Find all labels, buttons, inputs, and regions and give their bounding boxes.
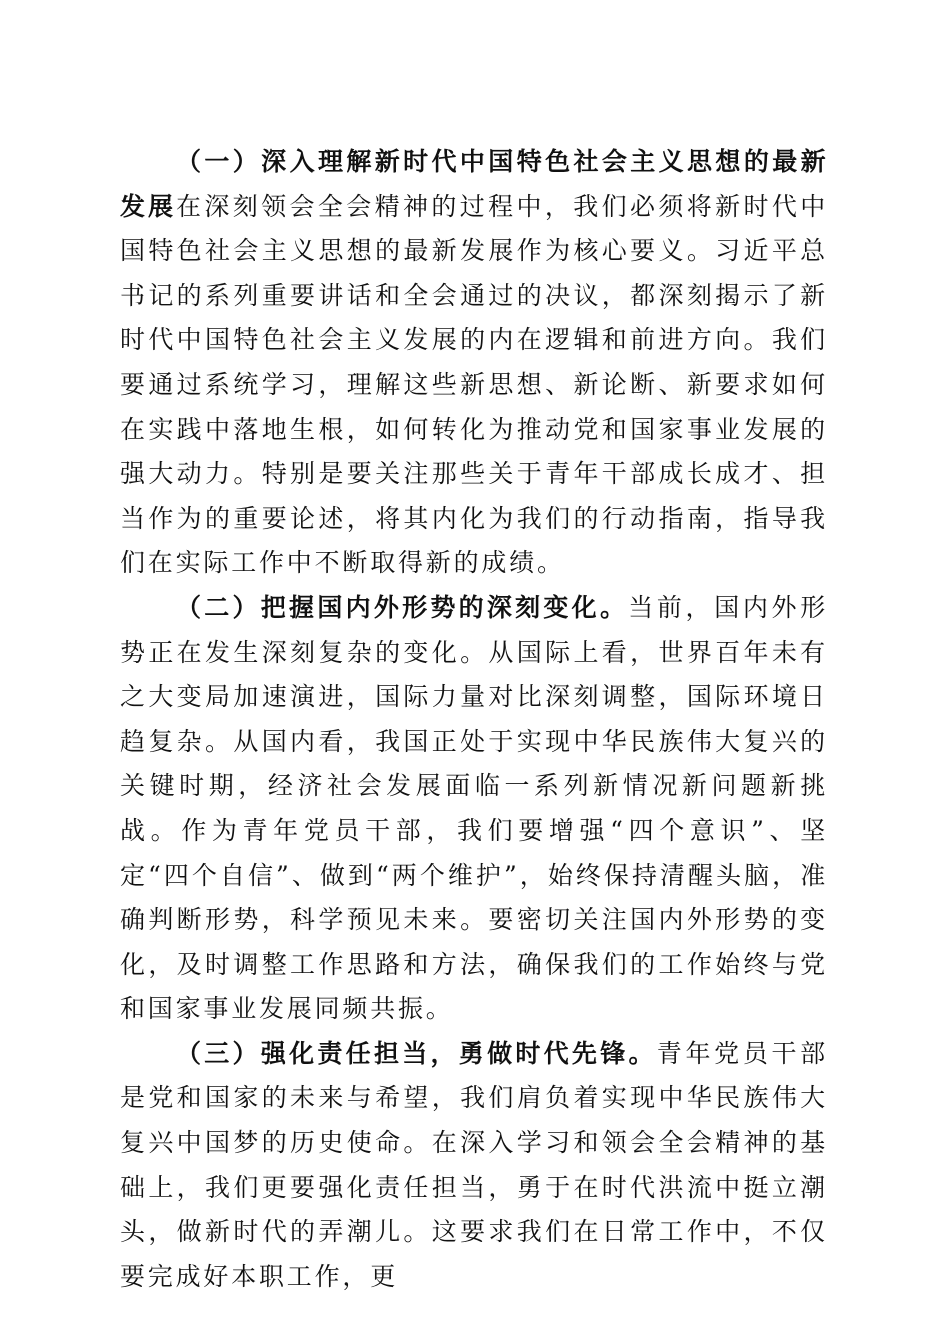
paragraph-2-body: 当前，国内外形势正在发生深刻复杂的变化。从国际上看，世界百年未有之大变局加速演进，国际力量对比深刻调整，国际环境日趋复杂。从国内看，我国正处于实现中华民族伟大复兴的关键时期，经济社会发展面临一系列新情况新问题新挑战。作为青年党员干部，我们要增强“四个意识”、坚定“四个自信”、做到“两个维护”，始终保持清醒头脑，准确判断形势，科学预见未来。要密切关注国内外形势的变化，及时调整工作思路和方法，确保我们的工作始终与党和国家事业发展同频共振。 <box>120 592 828 1024</box>
paragraph-1 <box>120 140 828 586</box>
paragraph-1-heading: （一）深入理解新时代中国特色社会主义思想的最新发展 <box>120 147 828 221</box>
paragraph-2 <box>120 586 828 1032</box>
paragraph-3-body: 青年党员干部是党和国家的未来与希望，我们肩负着实现中华民族伟大复兴中国梦的历史使命。在深入学习和领会全会精神的基础上，我们更要强化责任担当，勇于在时代洪流中挺立潮头，做新时代的弄潮儿。这要求我们在日常工作中，不仅要完成好本职工作，更 <box>120 1038 828 1291</box>
paragraph-3 <box>120 1032 828 1300</box>
paragraph-1-body: 在深刻领会全会精神的过程中，我们必须将新时代中国特色社会主义思想的最新发展作为核心要义。习近平总书记的系列重要讲话和全会通过的决议，都深刻揭示了新时代中国特色社会主义发展的内在逻辑和前进方向。我们要通过系统学习，理解这些新思想、新论断、新要求如何在实践中落地生根，如何转化为推动党和国家事业发展的强大动力。特别是要关注那些关于青年干部成长成才、担当作为的重要论述，将其内化为我们的行动指南，指导我们在实际工作中不断取得新的成绩。 <box>120 191 828 578</box>
paragraph-3-heading: （三）强化责任担当，勇做时代先锋。 <box>176 1038 657 1068</box>
paragraph-2-heading: （二）把握国内外形势的深刻变化。 <box>176 592 629 622</box>
document-body <box>120 140 828 1299</box>
